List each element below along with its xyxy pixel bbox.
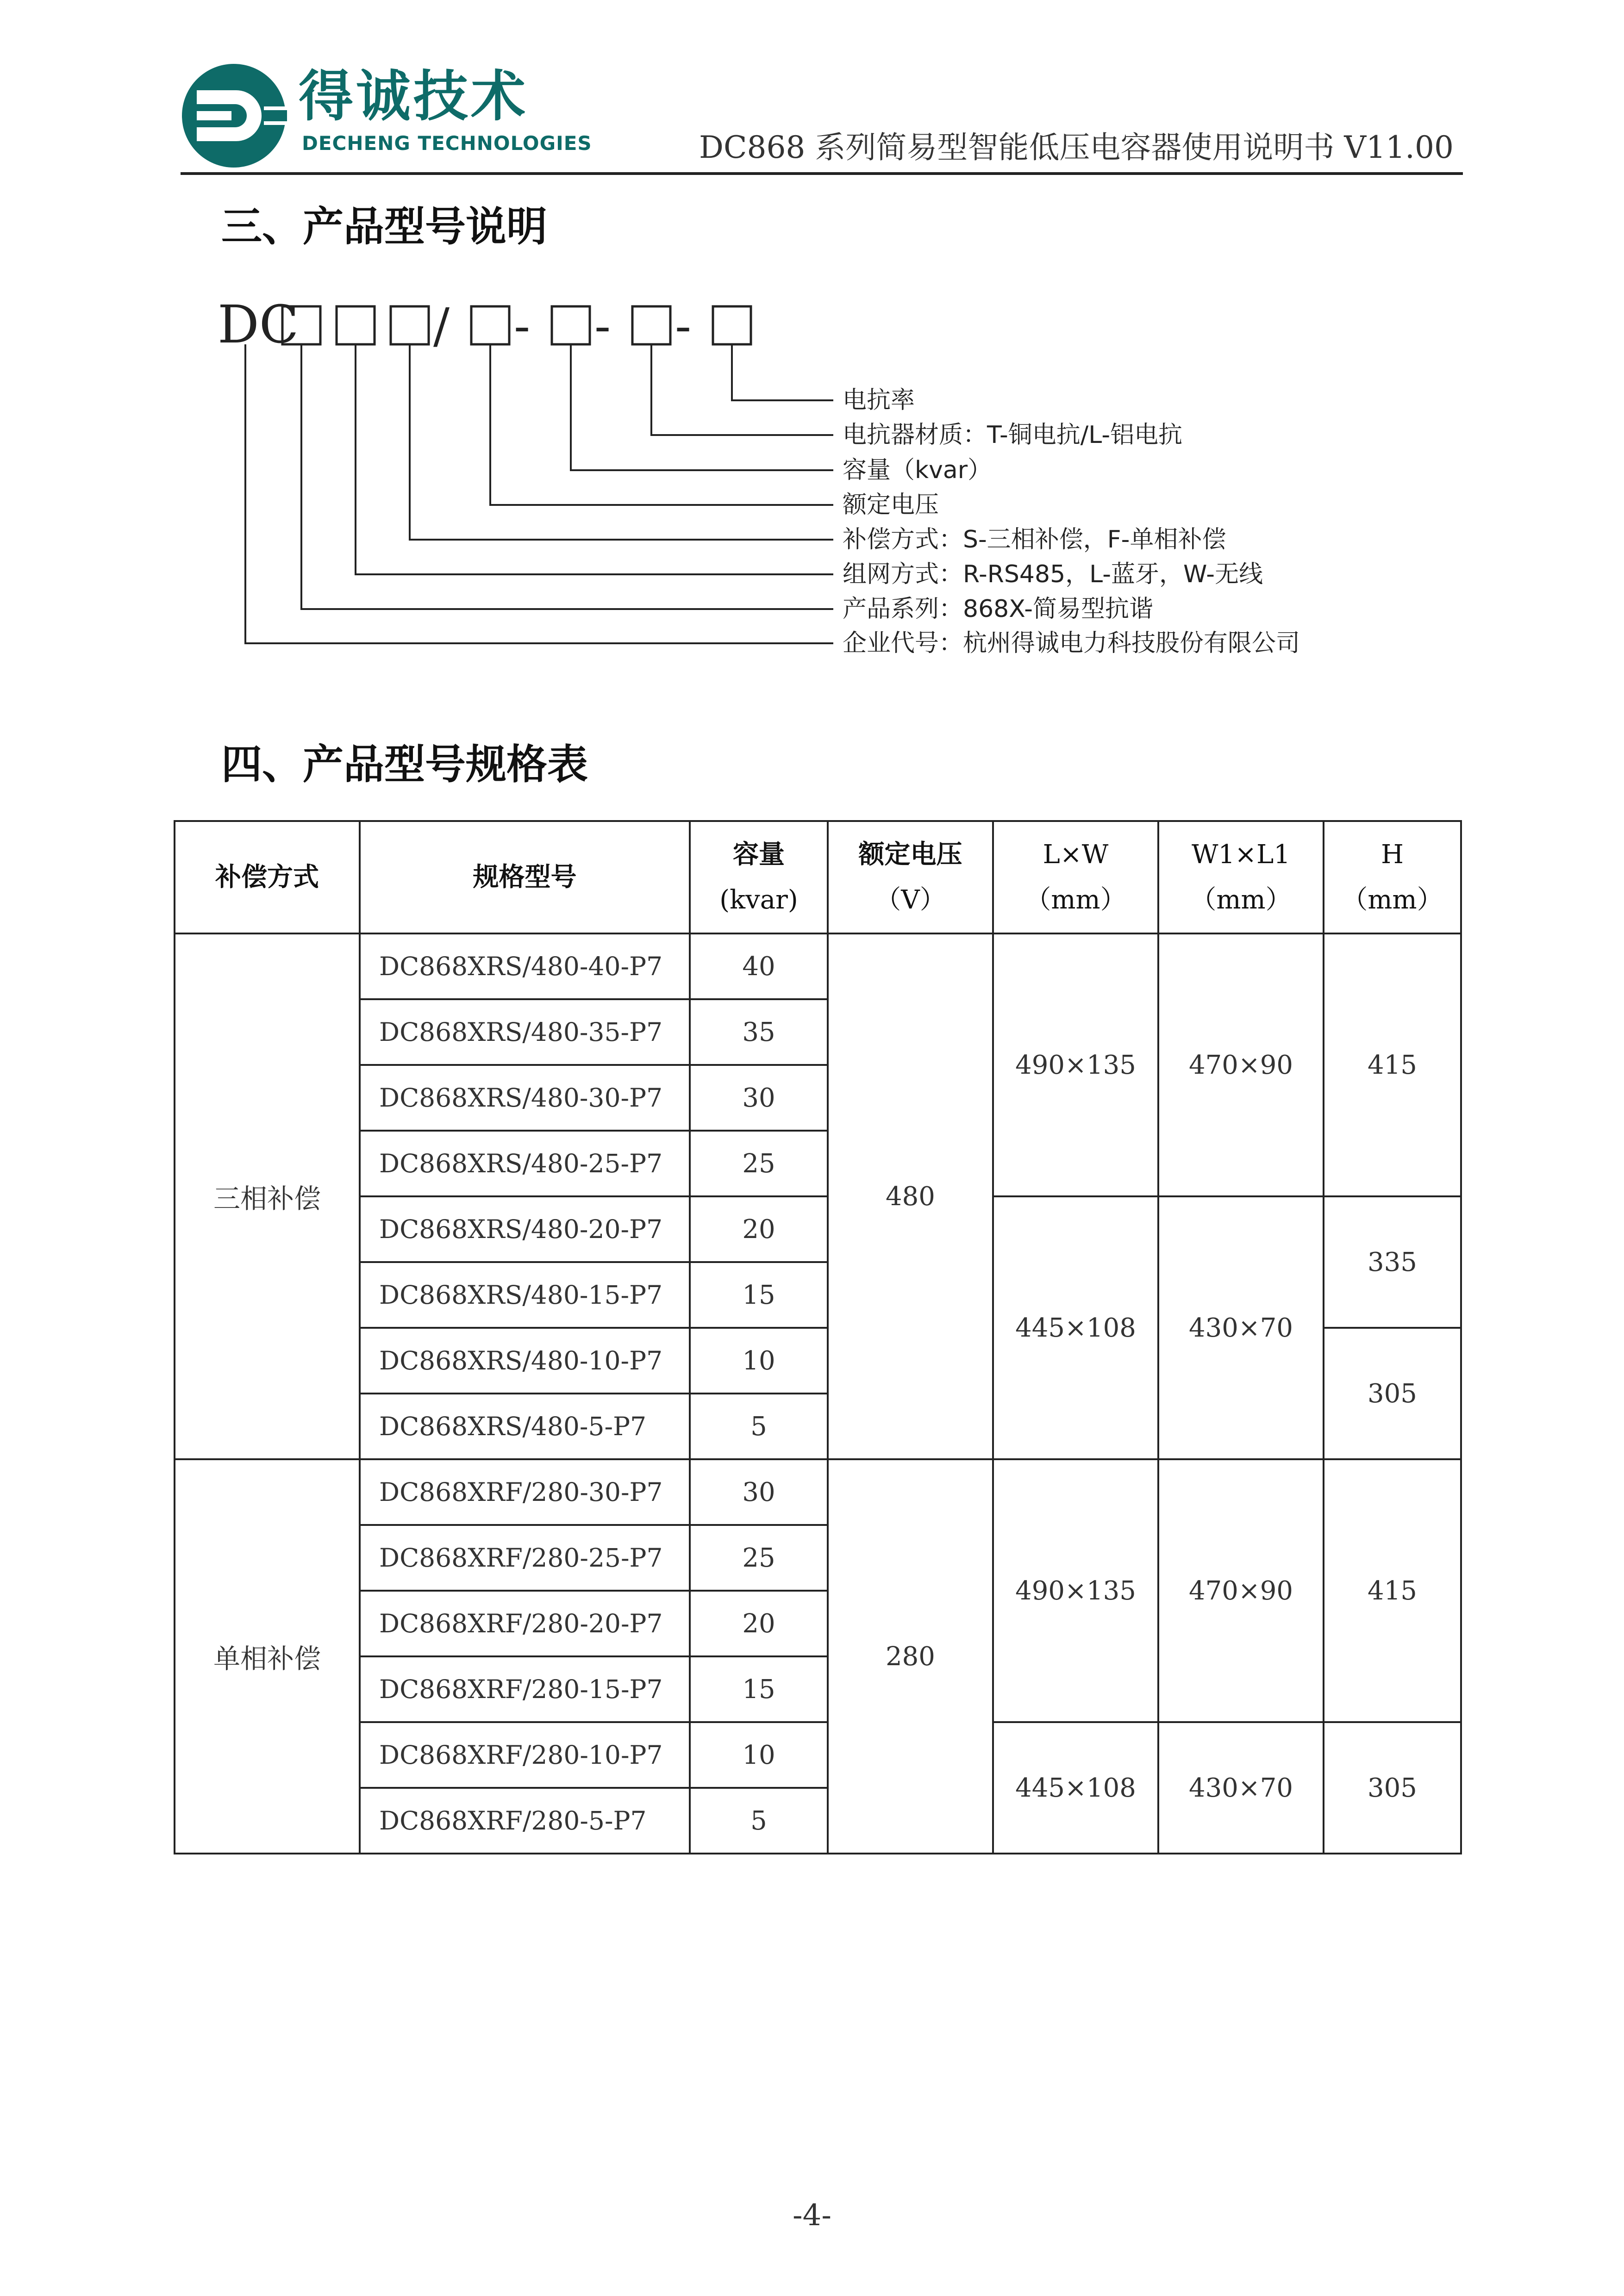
decheng-logo-icon <box>181 62 287 169</box>
header-divider <box>181 172 1463 175</box>
group-mode-cell: 三相补偿 <box>175 933 360 1459</box>
model-cell: DC868XRS/480-20-P7 <box>360 1196 690 1262</box>
w1l1-cell: 470×90 <box>1158 933 1324 1196</box>
code-prefix: DC <box>218 296 299 355</box>
table-row <box>175 933 1461 999</box>
legend-network-mode: 组网方式：R-RS485，L-蓝牙，W-无线 <box>843 560 1263 588</box>
capacity-cell: 40 <box>690 933 828 999</box>
col-header-model: 规格型号 <box>360 821 690 933</box>
section-heading-spec-table: 四、产品型号规格表 <box>221 740 588 788</box>
capacity-cell: 35 <box>690 999 828 1065</box>
capacity-cell: 5 <box>690 1394 828 1459</box>
capacity-cell: 15 <box>690 1262 828 1328</box>
legend-compensation-mode: 补偿方式：S-三相补偿，F-单相补偿 <box>843 526 1226 554</box>
page-header <box>181 62 1454 178</box>
code-box <box>713 306 751 344</box>
h-cell: 305 <box>1324 1328 1461 1459</box>
h-cell: 305 <box>1324 1722 1461 1854</box>
w1l1-cell: 430×70 <box>1158 1196 1324 1459</box>
model-cell: DC868XRS/480-40-P7 <box>360 933 690 999</box>
page-number: -4- <box>793 2198 831 2233</box>
capacity-cell: 30 <box>690 1459 828 1525</box>
code-box <box>552 306 590 344</box>
legend-reactor-material: 电抗器材质：T-铜电抗/L-铝电抗 <box>843 421 1183 449</box>
section-heading-model-description: 三、产品型号说明 <box>221 203 548 250</box>
table-header-row <box>175 821 1461 933</box>
document-title: DC868 系列简易型智能低压电容器使用说明书 V11.00 <box>699 130 1454 165</box>
h-cell: 415 <box>1324 933 1461 1196</box>
code-separator: / <box>433 298 450 354</box>
model-cell: DC868XRS/480-30-P7 <box>360 1065 690 1131</box>
spec-table <box>174 820 1462 1854</box>
table-row <box>175 1459 1461 1525</box>
col-header-capacity: 容量 (kvar) <box>690 821 828 933</box>
voltage-cell: 480 <box>828 933 993 1459</box>
code-separator: - <box>514 298 531 354</box>
model-cell: DC868XRF/280-5-P7 <box>360 1788 690 1854</box>
lw-cell: 445×108 <box>993 1196 1158 1459</box>
code-separator: - <box>594 298 611 354</box>
brand-name-en: DECHENG TECHNOLOGIES <box>302 132 592 155</box>
capacity-cell: 5 <box>690 1788 828 1854</box>
col-header-mode: 补偿方式 <box>175 821 360 933</box>
col-header-h: H （mm） <box>1324 821 1461 933</box>
model-code-diagram <box>218 296 1375 676</box>
col-header-voltage: 额定电压 （V） <box>828 821 993 933</box>
legend-capacity: 容量（kvar） <box>843 456 992 484</box>
group-mode-cell: 单相补偿 <box>175 1459 360 1854</box>
h-cell: 415 <box>1324 1459 1461 1722</box>
code-box <box>337 306 375 344</box>
capacity-cell: 20 <box>690 1591 828 1656</box>
model-cell: DC868XRF/280-10-P7 <box>360 1722 690 1788</box>
col-header-lw: L×W （mm） <box>993 821 1158 933</box>
lw-cell: 445×108 <box>993 1722 1158 1854</box>
capacity-cell: 10 <box>690 1722 828 1788</box>
model-cell: DC868XRF/280-25-P7 <box>360 1525 690 1591</box>
code-box <box>391 306 429 344</box>
legend-company-code: 企业代号：杭州得诚电力科技股份有限公司 <box>843 629 1300 657</box>
model-cell: DC868XRS/480-5-P7 <box>360 1394 690 1459</box>
leader-lines <box>245 344 833 643</box>
col-header-w1l1: W1×L1 （mm） <box>1158 821 1324 933</box>
capacity-cell: 25 <box>690 1525 828 1591</box>
model-cell: DC868XRF/280-20-P7 <box>360 1591 690 1656</box>
w1l1-cell: 470×90 <box>1158 1459 1324 1722</box>
code-separator: - <box>675 298 692 354</box>
w1l1-cell: 430×70 <box>1158 1722 1324 1854</box>
h-cell: 335 <box>1324 1196 1461 1328</box>
capacity-cell: 30 <box>690 1065 828 1131</box>
legend-reactance-rate: 电抗率 <box>843 386 915 414</box>
model-cell: DC868XRF/280-30-P7 <box>360 1459 690 1525</box>
lw-cell: 490×135 <box>993 1459 1158 1722</box>
legend-product-series: 产品系列：868X-简易型抗谐 <box>843 595 1154 623</box>
table-row <box>175 1196 1461 1262</box>
table-row <box>175 1722 1461 1788</box>
legend-rated-voltage: 额定电压 <box>843 491 939 519</box>
model-cell: DC868XRS/480-35-P7 <box>360 999 690 1065</box>
code-box <box>471 306 509 344</box>
code-box <box>632 306 670 344</box>
model-cell: DC868XRS/480-15-P7 <box>360 1262 690 1328</box>
model-cell: DC868XRF/280-15-P7 <box>360 1656 690 1722</box>
model-cell: DC868XRS/480-25-P7 <box>360 1131 690 1196</box>
brand-name-cn: 得诚技术 <box>299 64 529 128</box>
capacity-cell: 25 <box>690 1131 828 1196</box>
model-cell: DC868XRS/480-10-P7 <box>360 1328 690 1394</box>
capacity-cell: 20 <box>690 1196 828 1262</box>
voltage-cell: 280 <box>828 1459 993 1854</box>
capacity-cell: 15 <box>690 1656 828 1722</box>
lw-cell: 490×135 <box>993 933 1158 1196</box>
spec-table-container <box>174 820 1462 1854</box>
capacity-cell: 10 <box>690 1328 828 1394</box>
